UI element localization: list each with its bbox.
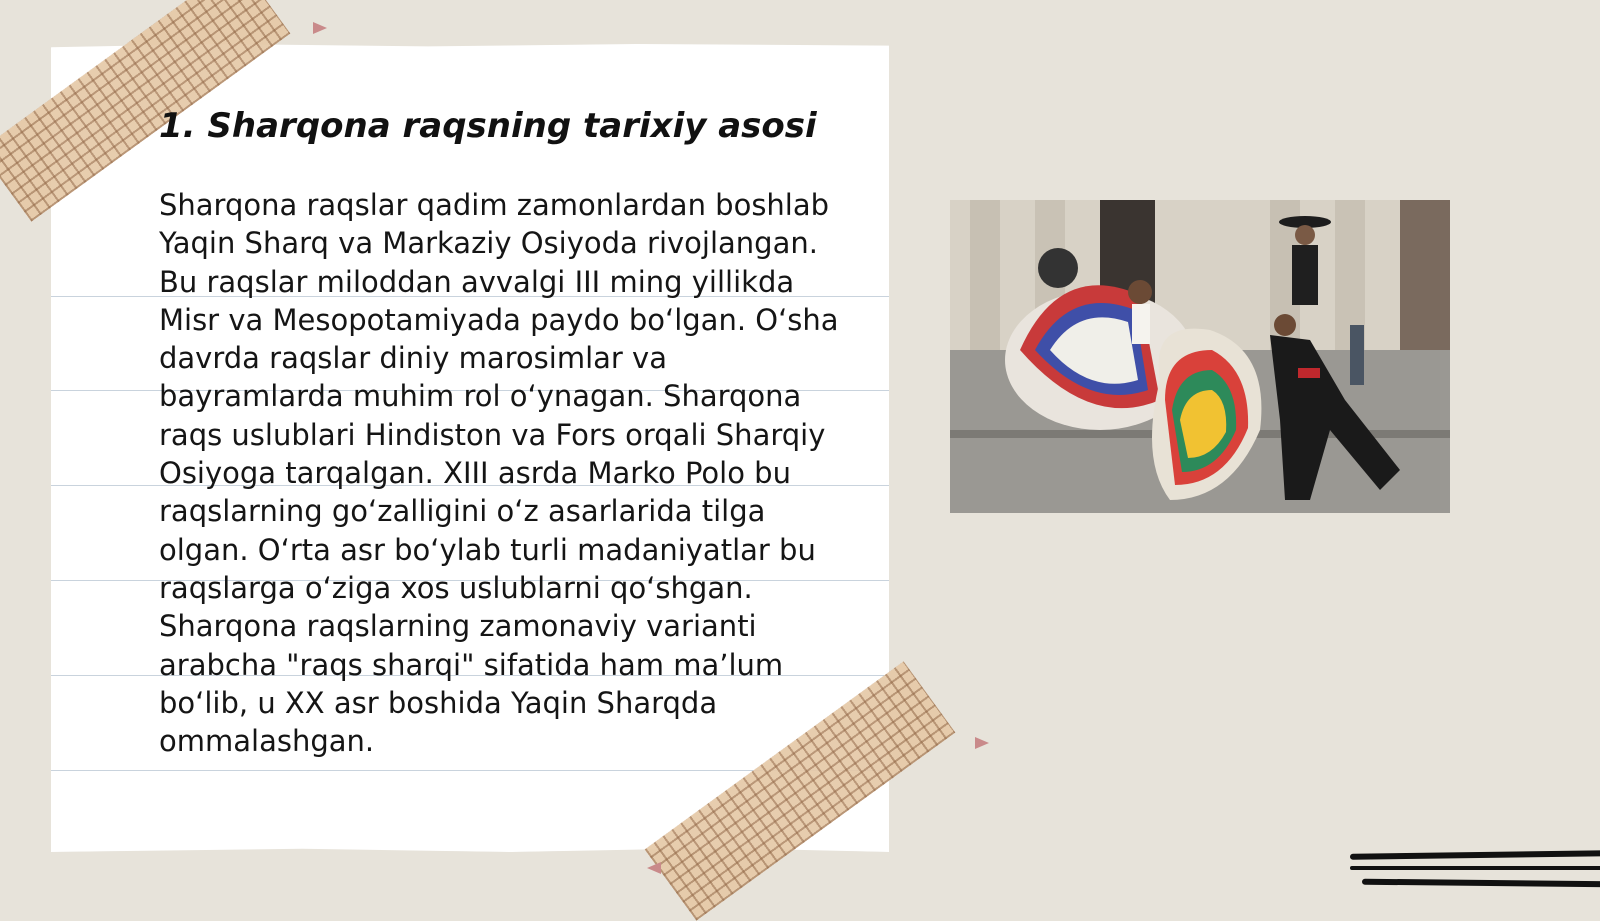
slide-title: 1. Sharqona raqsning tarixiy asosi — [159, 106, 817, 146]
brush-stroke-line — [1350, 850, 1600, 860]
tape-corner-mark — [647, 862, 661, 874]
tape-corner-mark — [313, 22, 327, 34]
brush-stroke-line — [1350, 866, 1600, 870]
slide-body-text: Sharqona raqslar qadim zamonlardan boshlab Yaqin Sharq va Markaziy Osiyoda rivojlangan. Bu raqslar miloddan avvalgi III ming yillikda Misr va Mesopotamiyada paydo boʻlgan. Oʻsha davrda raqslar diniy marosimlar va bayramlarda muhim rol oʻynagan. Sharqona raqs uslublari Hindiston va Fors orqali Sharqiy Osiyoga tarqalgan. XIII asrda Marko Polo bu raqslarning goʻzalligini oʻz asarlarida tilga olgan. Oʻrta asr boʻylab turli madaniyatlar bu raqslarga oʻziga xos uslublarni qoʻshgan. Sharqona raqslarning zamonaviy varianti arabcha "raqs sharqi" sifatida ham maʼlum boʻlib, u XX asr boshida Yaqin Sharqda ommalashgan. — [159, 188, 839, 759]
tape-corner-mark — [975, 737, 989, 749]
brush-stroke-line — [1362, 879, 1600, 888]
photo-illustration — [950, 200, 1450, 513]
folk-dance-photo — [950, 200, 1450, 513]
